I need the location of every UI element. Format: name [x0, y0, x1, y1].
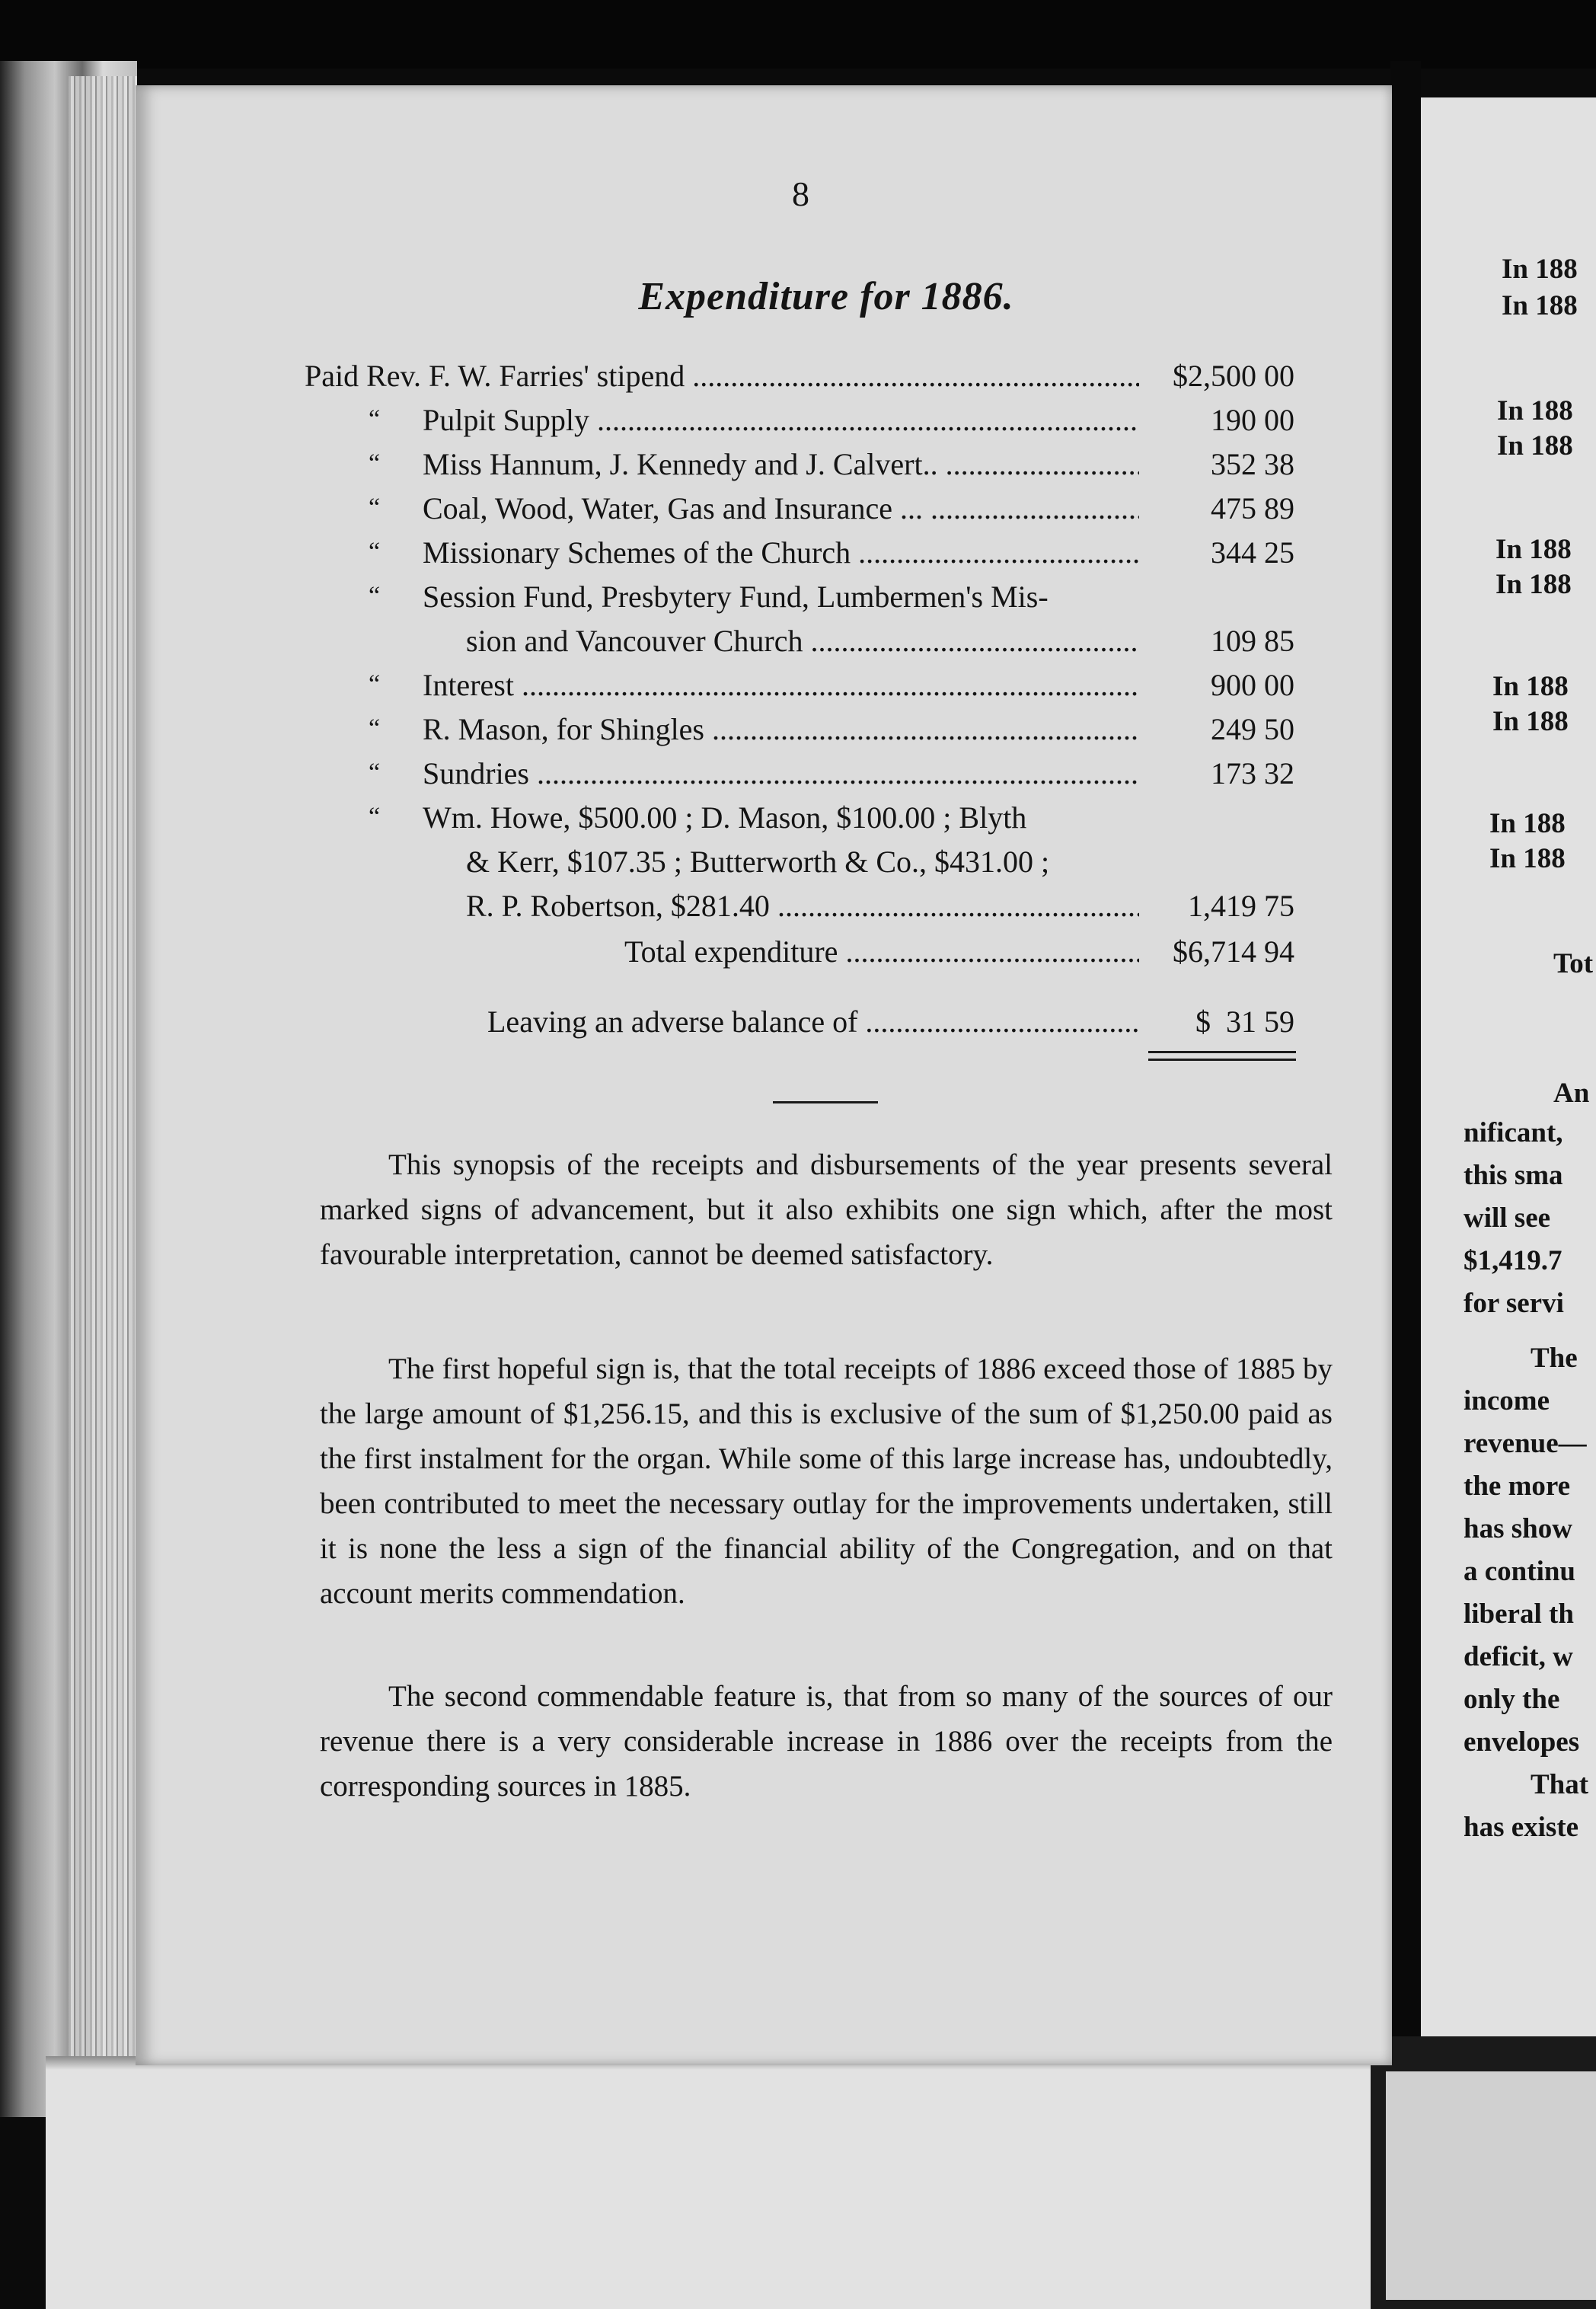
- row-amount: 475 89: [1211, 491, 1294, 525]
- ditto-mark: “: [369, 758, 381, 787]
- row-amount: 344 25: [1211, 535, 1294, 570]
- ditto-mark: “: [369, 803, 381, 831]
- book-gutter: [1390, 61, 1421, 2117]
- page-number: 8: [792, 174, 809, 213]
- row-label: sion and Vancouver Church .....: [466, 623, 1139, 659]
- page-stack-edges: [69, 76, 137, 2094]
- right-line: In 188: [1495, 534, 1572, 565]
- ditto-mark: “: [369, 493, 381, 522]
- paragraph-synopsis: This synopsis of the receipts and disbursements of the year presents several marked signs of advancement, but it also exhibits one sign which, after the most favourable interpretation, cannot be deemed satisfactory.: [320, 1148, 1333, 1271]
- row-label: Miss Hannum, J. Kennedy and J. Calvert.. .....: [423, 446, 1139, 482]
- right-line: the more: [1464, 1471, 1571, 1502]
- right-line: income: [1464, 1385, 1550, 1416]
- right-line: In 188: [1492, 671, 1569, 702]
- row-amount: 190 00: [1211, 403, 1294, 437]
- row-label: Missionary Schemes of the Church .....: [423, 535, 1139, 570]
- right-line: revenue—: [1464, 1428, 1587, 1459]
- right-line: In 188: [1492, 706, 1569, 737]
- row-amount: 109 85: [1211, 624, 1294, 658]
- right-line: envelopes: [1464, 1726, 1580, 1758]
- right-line: this sma: [1464, 1160, 1563, 1191]
- right-line: for servi: [1464, 1288, 1564, 1319]
- ditto-mark: “: [369, 405, 381, 433]
- right-line: In 188: [1502, 290, 1578, 321]
- row-label: Coal, Wood, Water, Gas and Insurance ... .....: [423, 490, 1139, 526]
- ditto-mark: “: [369, 714, 381, 743]
- page-title: Expenditure for 1886.: [638, 275, 1014, 318]
- right-line: a continu: [1464, 1556, 1576, 1587]
- right-line: $1,419.7: [1464, 1245, 1562, 1276]
- double-rule-top: [1148, 1051, 1296, 1053]
- right-line: In 188: [1495, 569, 1572, 600]
- right-line: That: [1531, 1769, 1589, 1800]
- row-label: Wm. Howe, $500.00 ; D. Mason, $100.00 ; Blyth: [423, 800, 1027, 835]
- row-label: Paid Rev. F. W. Farries' stipend .....: [305, 358, 1139, 394]
- adverse-balance-amount: $ 31 59: [1195, 1004, 1294, 1039]
- right-line: In 188: [1497, 395, 1573, 426]
- scan-border-top: [0, 0, 1596, 69]
- right-line: only the: [1464, 1684, 1560, 1715]
- row-label: R. P. Robertson, $281.40 .....: [466, 888, 1139, 924]
- ditto-mark: “: [369, 538, 381, 566]
- right-line: In 188: [1489, 843, 1566, 874]
- page-bottom-edge: [46, 2056, 1401, 2309]
- row-label: Session Fund, Presbytery Fund, Lumbermen's Mis-: [423, 580, 1049, 614]
- row-amount: 249 50: [1211, 712, 1294, 746]
- double-rule-bottom: [1148, 1059, 1296, 1061]
- row-amount: $2,500 00: [1173, 359, 1294, 393]
- right-line: The: [1531, 1343, 1578, 1374]
- row-amount: 352 38: [1211, 447, 1294, 481]
- section-divider: [773, 1101, 878, 1103]
- right-line: An: [1553, 1078, 1590, 1109]
- right-line: Tot: [1553, 948, 1594, 979]
- row-label: Interest .....: [423, 667, 1139, 703]
- row-label: Pulpit Supply .....: [423, 402, 1139, 438]
- right-line: has show: [1464, 1513, 1572, 1544]
- right-line: liberal th: [1464, 1598, 1574, 1630]
- row-label: & Kerr, $107.35 ; Butterworth & Co., $431.00 ;: [466, 845, 1050, 879]
- right-page-bottom-edge: [1386, 2071, 1596, 2300]
- right-line: nificant,: [1464, 1117, 1563, 1148]
- right-line: has existe: [1464, 1812, 1579, 1843]
- row-amount: 900 00: [1211, 668, 1294, 702]
- right-line: will see: [1464, 1202, 1551, 1234]
- total-expenditure-amount: $6,714 94: [1173, 934, 1294, 969]
- right-line: In 188: [1502, 254, 1578, 285]
- paragraph-second-feature: The second commendable feature is, that from so many of the sources of our revenue there is a very considerable increase in 1886 over the receipts from the corresponding sources in 1885.: [320, 1680, 1333, 1803]
- row-label: Sundries .....: [423, 755, 1139, 791]
- row-amount: 1,419 75: [1188, 889, 1294, 923]
- right-line: deficit, w: [1464, 1641, 1573, 1672]
- row-amount: 173 32: [1211, 756, 1294, 790]
- row-label: R. Mason, for Shingles .....: [423, 711, 1139, 747]
- ditto-mark: “: [369, 449, 381, 477]
- total-expenditure-label: Total expenditure .....: [624, 934, 1139, 969]
- ditto-mark: “: [369, 670, 381, 698]
- paragraph-first-sign: The first hopeful sign is, that the total receipts of 1886 exceed those of 1885 by the large amount of $1,256.15, and this is exclusive of the sum of $1,250.00 paid as the first instalment for the organ. While some of this large increase has, undoubtedly, been contributed to meet the necessary outlay for the improvements undertaken, still it is none the less a sign of the financial ability of the Congregation, and on that account merits commendation.: [320, 1353, 1333, 1610]
- right-line: In 188: [1497, 430, 1573, 461]
- adverse-balance-label: Leaving an adverse balance of .....: [487, 1004, 1139, 1040]
- right-line: In 188: [1489, 808, 1566, 839]
- ditto-mark: “: [369, 582, 381, 610]
